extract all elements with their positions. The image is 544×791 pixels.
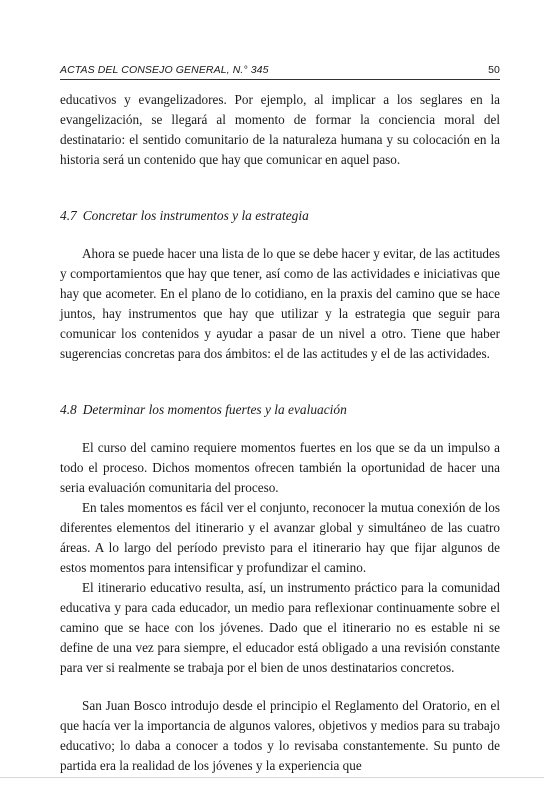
page-bottom-edge: [0, 777, 544, 778]
section-heading-4-7: [60, 206, 500, 226]
page-body: [60, 90, 500, 776]
section-title: Determinar los momentos fuertes y la evaluación: [82, 402, 347, 417]
section-heading-4-8: [60, 400, 500, 420]
closing-paragraph: San Juan Bosco introdujo desde el principio el Reglamento del Oratorio, en el que hacía ver la importancia de algunos valores, objetivos y medios para su trabajo educativo; lo daba a conocer a todos y lo revisaba constantemente. Su punto de partida era la realidad de los jóvenes y la experiencia que: [60, 698, 500, 773]
section-4-8-paragraph-3: El itinerario educativo resulta, así, un instrumento práctico para la comunidad educativa y para cada educador, un medio para reflexionar continuamente sobre el camino que se hace con los jóvenes. Dado que el itinerario no es estable ni se define de una vez para siempre, el educador está obligado a una revisión constante para ver si realmente se trabaja por el bien de unos destinatarios concretos.: [60, 580, 500, 675]
section-number: 4.7: [60, 208, 77, 223]
section-4-8-paragraph-2: En tales momentos es fácil ver el conjunto, reconocer la mutua conexión de los diferentes elementos del itinerario y el avanzar global y simultáneo de las cuatro áreas. A lo largo del período previsto para el itinerario hay que fijar algunos de estos momentos para intensificar y profundizar el camino.: [60, 500, 500, 575]
section-4-8-paragraph-1: El curso del camino requiere momentos fuertes en los que se da un impulso a todo el proceso. Dichos momentos ofrecen también la oportunidad de hacer una seria evaluación comunitaria del proceso.: [60, 440, 500, 495]
running-title: ACTAS DEL CONSEJO GENERAL, N.° 345: [60, 64, 269, 76]
section-title: Concretar los instrumentos y la estrategia: [82, 208, 309, 223]
running-header: [60, 62, 500, 78]
section-4-7-paragraph: Ahora se puede hacer una lista de lo que se debe hacer y evitar, de las actitudes y comportamientos que hay que tener, así como de las actividades e iniciativas que hay que acometer. En el plano de lo cotidiano, en la praxis del camino que se hace juntos, hay instrumentos que hay que utilizar y la estrategia que seguir para comunicar los contenidos y ayudar a pasar de un nivel a otro. Tiene que haber sugerencias concretas para dos ámbitos: el de las actitudes y el de las actividades.: [60, 246, 500, 361]
header-rule: [60, 79, 500, 80]
paragraph-continued: educativos y evangelizadores. Por ejemplo, al implicar a los seglares en la evangelización, se llegará al momento de formar la conciencia moral del destinatario: el sentido comunitario de la naturaleza humana y su colocación en la historia será un contenido que hay que comunicar en aquel paso.: [60, 92, 500, 167]
page-number: 50: [488, 64, 500, 76]
section-number: 4.8: [60, 402, 77, 417]
